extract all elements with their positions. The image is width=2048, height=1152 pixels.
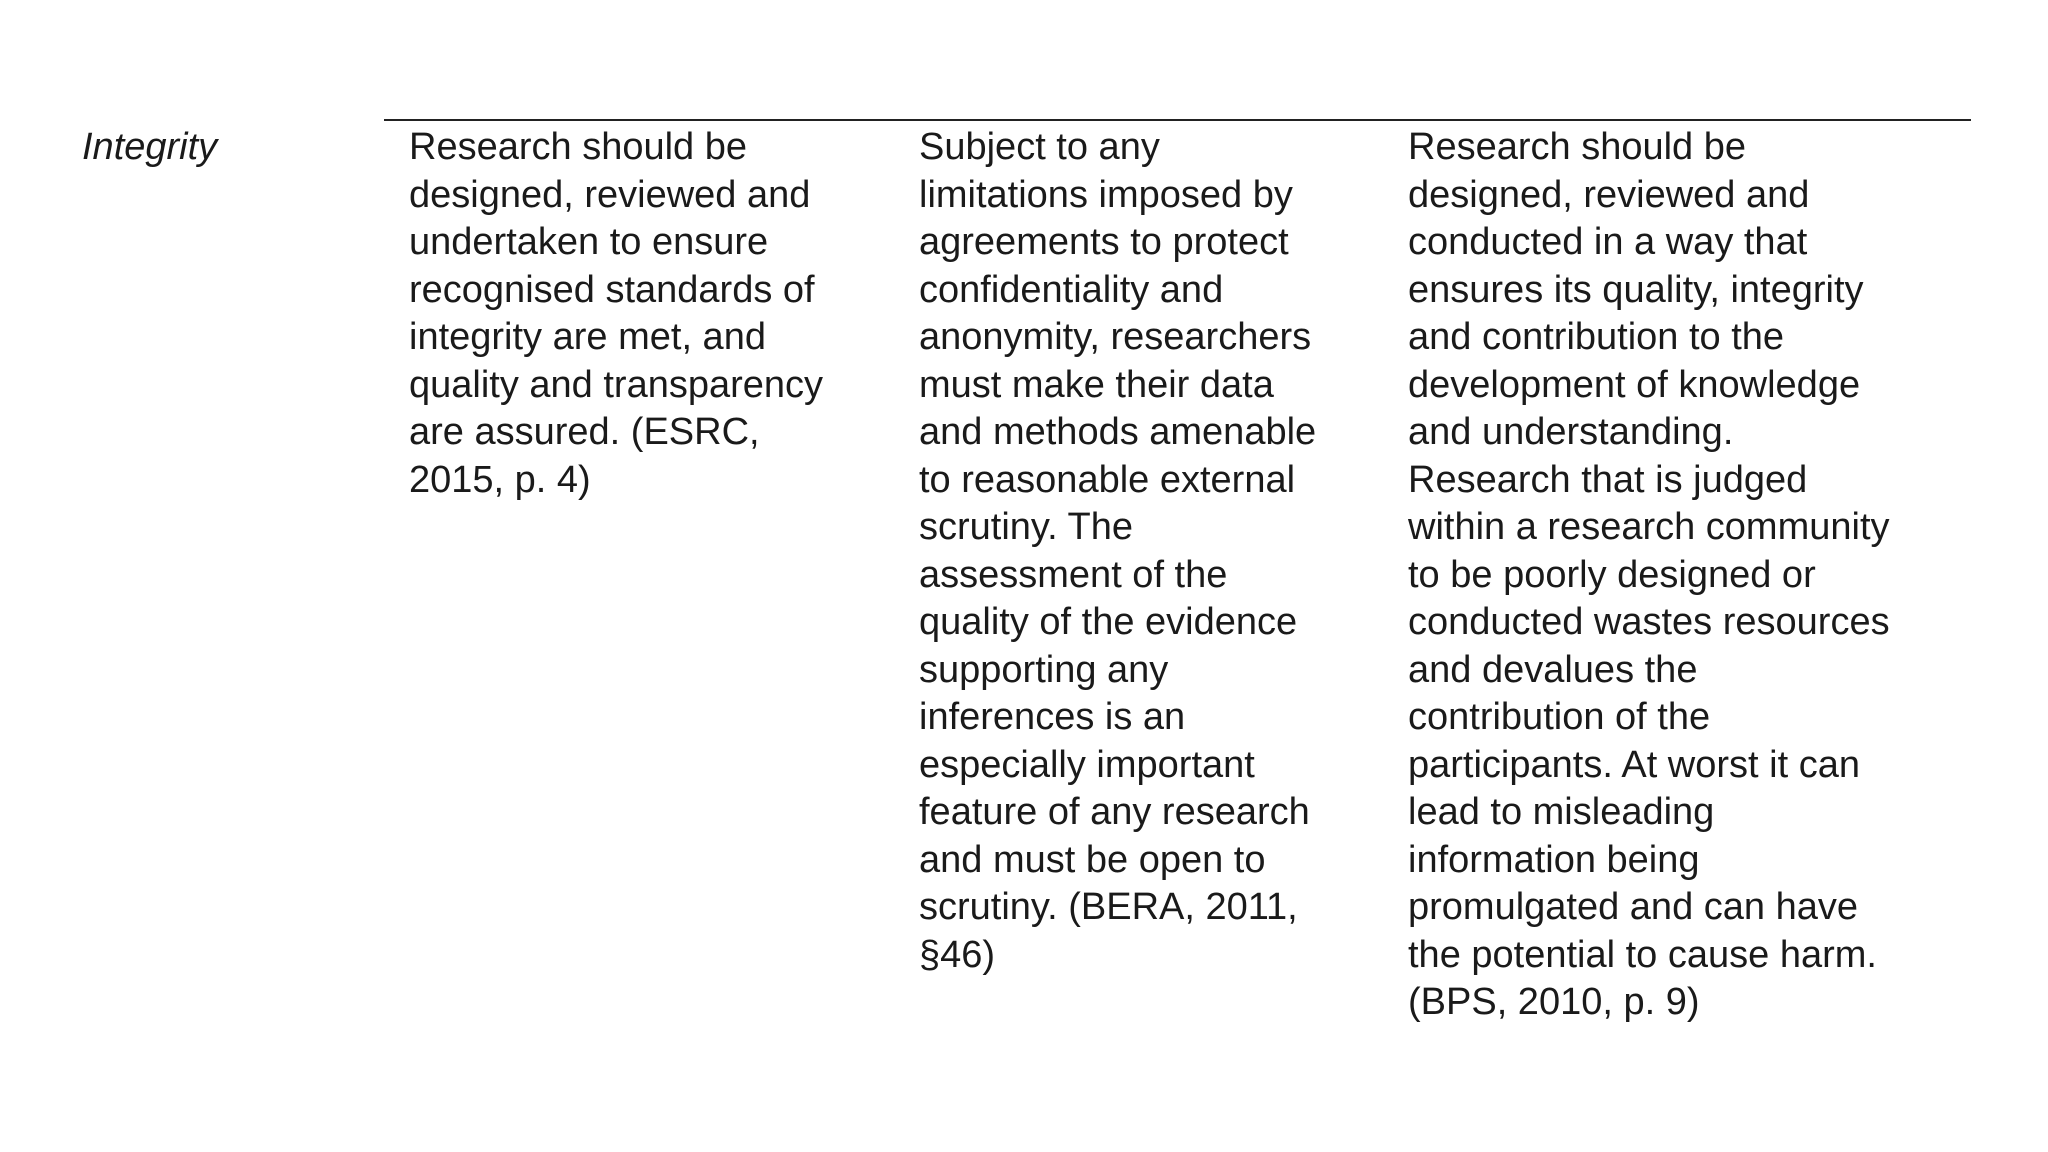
cell-text-line: Research that is judged [1408, 458, 1808, 501]
cell-text-line: and methods amenable [919, 411, 1317, 453]
table-cell-bera [919, 124, 1379, 979]
cell-text-line: integrity are met, and [409, 316, 766, 358]
cell-text-line: information being [1408, 838, 1700, 881]
table-top-rule [384, 119, 1971, 121]
cell-text-line: designed, reviewed and [1408, 173, 1810, 216]
cell-text-line: Research should be [409, 126, 747, 168]
cell-text-line: lead to misleading [1408, 791, 1715, 833]
cell-text-line: to reasonable external [919, 458, 1296, 501]
cell-text-line: contribution of the [1408, 696, 1711, 738]
cell-text-line: and must be open to [919, 838, 1266, 881]
cell-text-line: Subject to any [919, 126, 1160, 168]
row-label: Integrity [82, 126, 218, 168]
cell-text-line: the potential to cause harm. [1408, 933, 1877, 976]
cell-text-line: conducted in a way that [1408, 221, 1808, 263]
cell-text-line: §46) [919, 933, 996, 976]
cell-text-line: inferences is an [919, 696, 1186, 738]
table-cell-esrc [409, 124, 889, 504]
cell-text-line: confidentiality and [919, 268, 1224, 311]
cell-text-line: scrutiny. (BERA, 2011, [919, 886, 1298, 928]
cell-text-line: (BPS, 2010, p. 9) [1408, 981, 1700, 1023]
cell-text-line: and understanding. [1408, 411, 1734, 453]
cell-text-line: agreements to protect [919, 221, 1289, 263]
cell-text-line: scrutiny. The [919, 506, 1134, 548]
cell-text-line: recognised standards of [409, 268, 815, 311]
cell-text-line: ensures its quality, integrity [1408, 268, 1864, 311]
cell-text-line: 2015, p. 4) [409, 458, 591, 501]
cell-text-line: quality and transparency [409, 363, 824, 406]
cell-text-line: supporting any [919, 648, 1169, 691]
cell-text-line: are assured. (ESRC, [409, 411, 760, 453]
cell-text-line: and contribution to the [1408, 316, 1785, 358]
cell-text-line: participants. At worst it can [1408, 743, 1860, 786]
cell-text-line: anonymity, researchers [919, 316, 1312, 358]
cell-text-line: promulgated and can have [1408, 886, 1858, 928]
cell-text-line: quality of the evidence [919, 601, 1298, 643]
cell-text-line: development of knowledge [1408, 363, 1861, 406]
cell-text-line: feature of any research [919, 791, 1310, 833]
cell-text-line: Research should be [1408, 126, 1746, 168]
table-cell-bps [1408, 124, 1968, 1027]
cell-text-line: must make their data [919, 363, 1274, 406]
cell-text-line: within a research community [1408, 506, 1890, 548]
cell-text-line: designed, reviewed and [409, 173, 811, 216]
cell-text-line: assessment of the [919, 553, 1228, 596]
cell-text-line: conducted wastes resources [1408, 601, 1890, 643]
cell-text-line: and devalues the [1408, 648, 1698, 691]
cell-text-line: undertaken to ensure [409, 221, 769, 263]
cell-text-line: limitations imposed by [919, 173, 1293, 216]
cell-text-line: to be poorly designed or [1408, 553, 1816, 596]
cell-text-line: especially important [919, 743, 1255, 786]
